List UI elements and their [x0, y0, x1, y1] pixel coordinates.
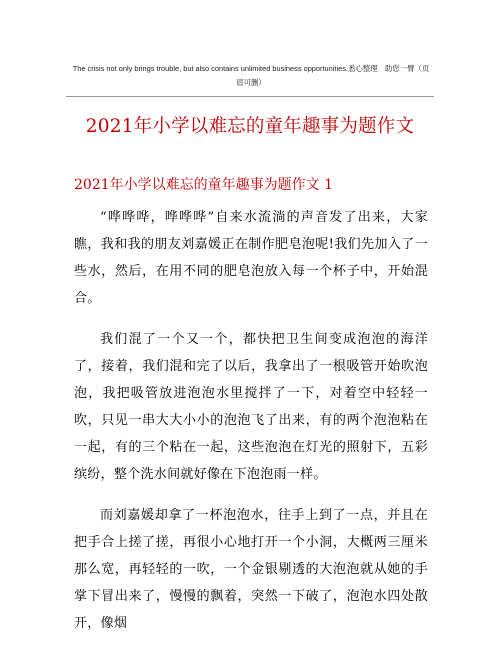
page-header [58, 62, 444, 90]
header-line-1: The crisis not only brings trouble, but also contains unlimited business opportunities.悉心整理 助您一臂（页 [72, 64, 430, 73]
section-title: 2021年小学以难忘的童年趣事为题作文 1 [74, 177, 333, 193]
paragraph: “哗哗哗，哗哗哗”自来水流淌的声音发了出来，大家瞧，我和我的朋友刘嘉媛正在制作肥皂泡呢!我们先加入了一些水，然后，在用不同的肥皂泡放入每一个杯子中，开始混合。 [74, 210, 428, 306]
document-title: 2021年小学以难忘的童年趣事为题作文 [85, 116, 415, 137]
paragraph: 而刘嘉媛却拿了一杯泡泡水，往手上到了一点，并且在把手合上搓了搓，再很小心地打开一个小洞，大概两三厘米那么宽，再轻轻的一吹，一个金银剔透的大泡泡就从她的手掌下冒出来了，慢慢的飘着，突然一下破了，泡泡水四处散开，像烟 [74, 508, 428, 631]
header-line-2: 眉可删） [236, 78, 266, 87]
paragraph: 我们混了一个又一个，都快把卫生间变成泡泡的海洋了，接着，我们混和完了以后，我拿出了一根吸管开始吹泡泡，我把吸管放进泡泡水里搅拌了一下，对着空中轻轻一吹，只见一串大大小小的泡泡飞了出来，有的两个泡泡粘在一起，有的三个粘在一起，这些泡泡在灯光的照射下，五彩缤纷，整个洗水间就好像在下泡泡雨一样。 [74, 332, 428, 482]
header-divider [66, 96, 434, 97]
document-body [74, 204, 428, 651]
